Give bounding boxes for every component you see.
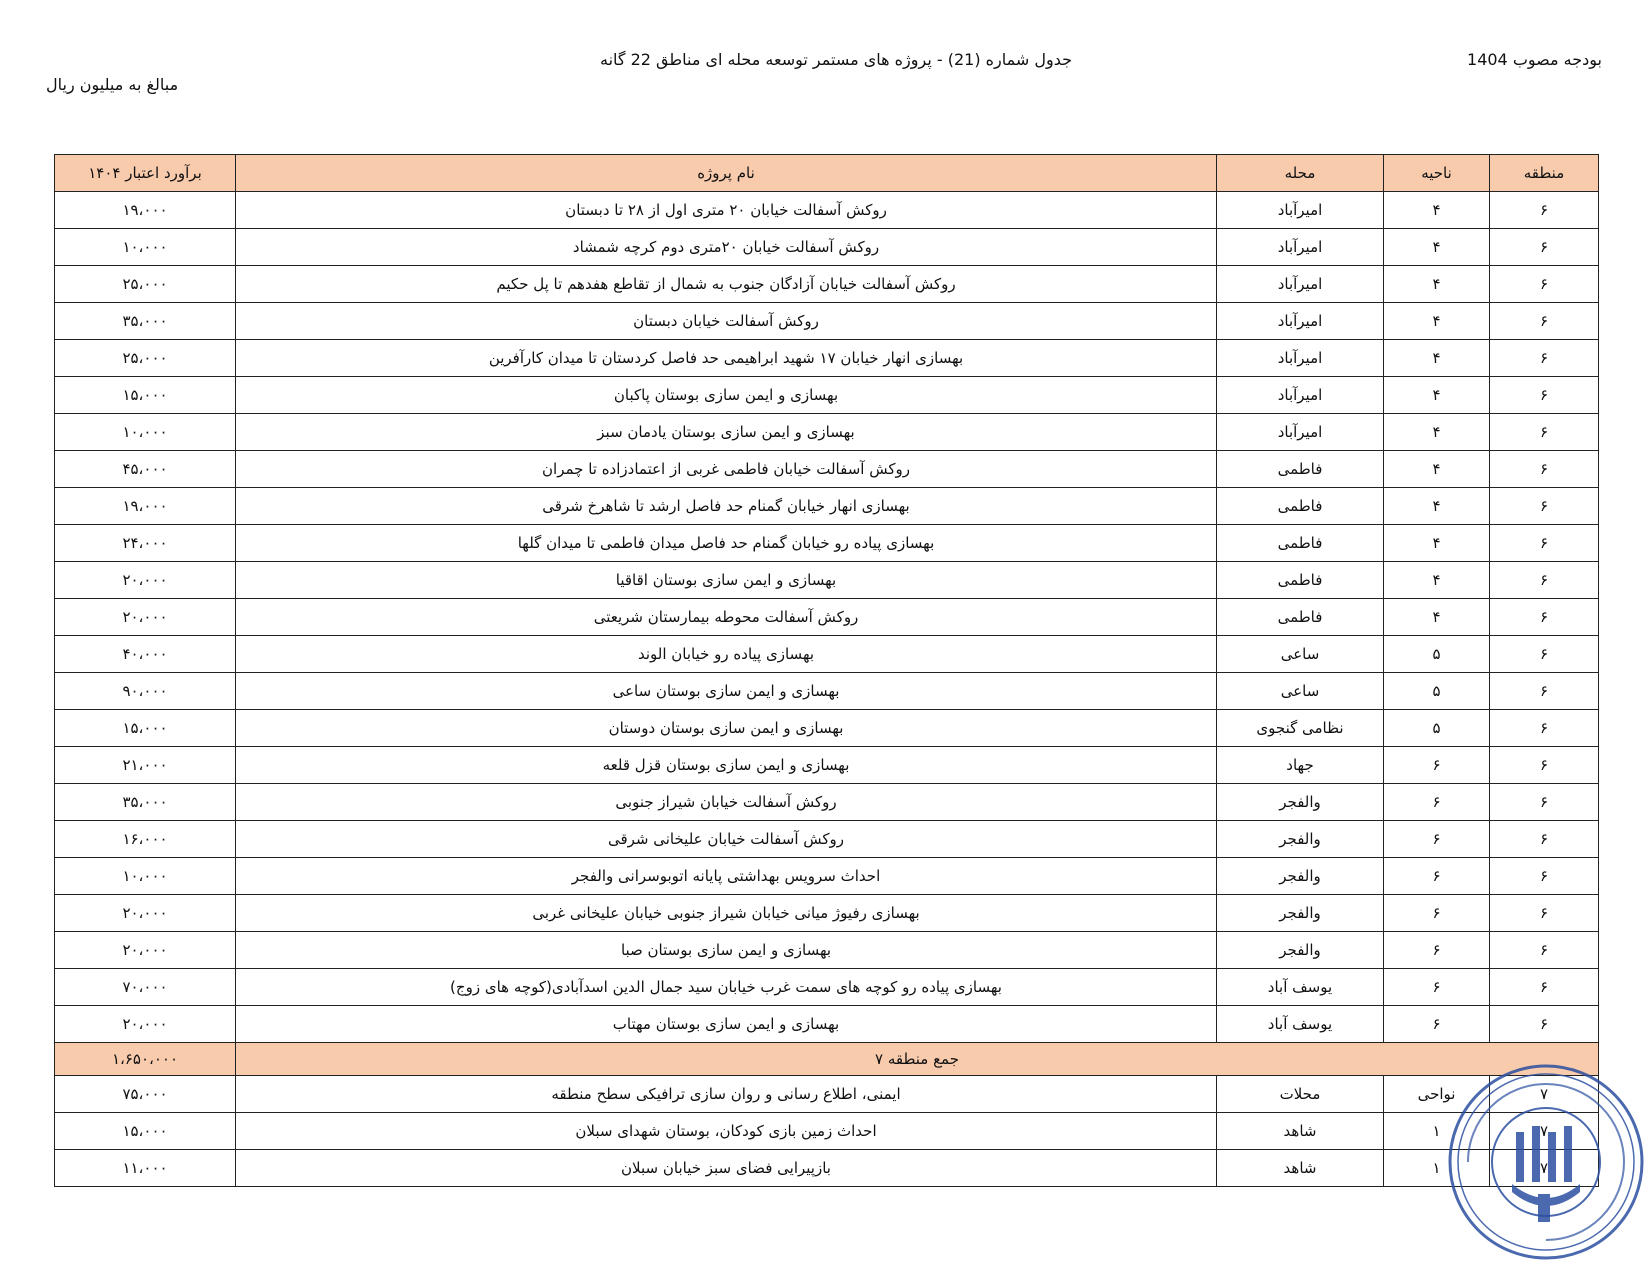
district-cell: ۴ <box>1384 377 1490 414</box>
project-name-cell: روکش آسفالت خیابان علیخانی شرقی <box>236 821 1217 858</box>
neighborhood-cell: امیرآباد <box>1217 303 1384 340</box>
neighborhood-cell: نظامی گنجوی <box>1217 710 1384 747</box>
zone-cell: ۶ <box>1490 266 1599 303</box>
district-cell: ۴ <box>1384 525 1490 562</box>
neighborhood-cell: جهاد <box>1217 747 1384 784</box>
table-row <box>55 451 1599 488</box>
table-row <box>55 192 1599 229</box>
credit-cell: ۲۰،۰۰۰ <box>55 1006 236 1043</box>
project-name-cell: روکش آسفالت خیابان ۲۰متری دوم کرچه شمشاد <box>236 229 1217 266</box>
district-cell: ۴ <box>1384 340 1490 377</box>
col-header-zone: منطقه <box>1490 155 1599 192</box>
neighborhood-cell: امیرآباد <box>1217 266 1384 303</box>
table-row <box>55 1150 1599 1187</box>
district-cell: ۴ <box>1384 266 1490 303</box>
table-row <box>55 266 1599 303</box>
table-row <box>55 525 1599 562</box>
neighborhood-cell: فاطمی <box>1217 562 1384 599</box>
table-row <box>55 377 1599 414</box>
project-name-cell: روکش آسفالت خیابان ۲۰ متری اول از ۲۸ تا دبستان <box>236 192 1217 229</box>
credit-cell: ۲۴،۰۰۰ <box>55 525 236 562</box>
district-cell: ۱ <box>1384 1113 1490 1150</box>
zone-cell: ۶ <box>1490 747 1599 784</box>
project-name-cell: بهسازی پیاده رو کوچه های سمت غرب خیابان سید جمال الدین اسدآبادی(کوچه های زوج) <box>236 969 1217 1006</box>
neighborhood-cell: یوسف آباد <box>1217 1006 1384 1043</box>
zone-cell: ۶ <box>1490 858 1599 895</box>
total-row <box>55 1043 1599 1076</box>
neighborhood-cell: فاطمی <box>1217 599 1384 636</box>
table-row <box>55 969 1599 1006</box>
project-name-cell: بهسازی و ایمن سازی بوستان ساعی <box>236 673 1217 710</box>
credit-cell: ۱۵،۰۰۰ <box>55 1113 236 1150</box>
credit-cell: ۹۰،۰۰۰ <box>55 673 236 710</box>
district-cell: ۴ <box>1384 451 1490 488</box>
neighborhood-cell: والفجر <box>1217 895 1384 932</box>
project-name-cell: بهسازی و ایمن سازی بوستان صبا <box>236 932 1217 969</box>
zone-cell: ۷ <box>1490 1113 1599 1150</box>
table-row <box>55 858 1599 895</box>
project-name-cell: بازپیرایی فضای سبز خیابان سبلان <box>236 1150 1217 1187</box>
district-cell: ۶ <box>1384 969 1490 1006</box>
table-row <box>55 636 1599 673</box>
neighborhood-cell: امیرآباد <box>1217 340 1384 377</box>
table-title: جدول شماره (21) - پروژه های مستمر توسعه محله ای مناطق 22 گانه <box>600 50 1073 69</box>
table-row <box>55 1006 1599 1043</box>
project-name-cell: بهسازی و ایمن سازی بوستان قزل قلعه <box>236 747 1217 784</box>
neighborhood-cell: امیرآباد <box>1217 414 1384 451</box>
district-cell: ۴ <box>1384 488 1490 525</box>
project-name-cell: بهسازی رفیوژ میانی خیابان شیراز جنوبی خیابان علیخانی غربی <box>236 895 1217 932</box>
budget-title: بودجه مصوب 1404 <box>1467 50 1602 69</box>
zone-cell: ۶ <box>1490 932 1599 969</box>
district-cell: ۵ <box>1384 636 1490 673</box>
project-name-cell: احداث سرویس بهداشتی پایانه اتوبوسرانی والفجر <box>236 858 1217 895</box>
zone-cell: ۶ <box>1490 340 1599 377</box>
table-row <box>55 340 1599 377</box>
neighborhood-cell: محلات <box>1217 1076 1384 1113</box>
zone-cell: ۶ <box>1490 562 1599 599</box>
credit-cell: ۲۰،۰۰۰ <box>55 562 236 599</box>
table-row <box>55 821 1599 858</box>
credit-cell: ۴۰،۰۰۰ <box>55 636 236 673</box>
zone-cell: ۶ <box>1490 451 1599 488</box>
table-row <box>55 895 1599 932</box>
project-name-cell: بهسازی پیاده رو خیابان گمنام حد فاصل میدان فاطمی تا میدان گلها <box>236 525 1217 562</box>
zone-cell: ۶ <box>1490 895 1599 932</box>
credit-cell: ۱۰،۰۰۰ <box>55 858 236 895</box>
district-cell: ۶ <box>1384 858 1490 895</box>
zone-cell: ۶ <box>1490 303 1599 340</box>
credit-cell: ۴۵،۰۰۰ <box>55 451 236 488</box>
project-name-cell: ایمنی، اطلاع رسانی و روان سازی ترافیکی سطح منطقه <box>236 1076 1217 1113</box>
neighborhood-cell: والفجر <box>1217 858 1384 895</box>
district-cell: ۶ <box>1384 747 1490 784</box>
credit-cell: ۲۵،۰۰۰ <box>55 266 236 303</box>
neighborhood-cell: شاهد <box>1217 1113 1384 1150</box>
neighborhood-cell: امیرآباد <box>1217 377 1384 414</box>
project-name-cell: روکش آسفالت محوطه بیمارستان شریعتی <box>236 599 1217 636</box>
project-name-cell: بهسازی و ایمن سازی بوستان دوستان <box>236 710 1217 747</box>
neighborhood-cell: امیرآباد <box>1217 192 1384 229</box>
credit-cell: ۱۰،۰۰۰ <box>55 229 236 266</box>
zone-cell: ۶ <box>1490 599 1599 636</box>
credit-cell: ۱۹،۰۰۰ <box>55 488 236 525</box>
project-name-cell: بهسازی و ایمن سازی بوستان پاکبان <box>236 377 1217 414</box>
credit-cell: ۲۱،۰۰۰ <box>55 747 236 784</box>
zone-cell: ۶ <box>1490 192 1599 229</box>
district-cell: ۴ <box>1384 414 1490 451</box>
zone-cell: ۶ <box>1490 969 1599 1006</box>
district-cell: ۴ <box>1384 229 1490 266</box>
credit-cell: ۷۰،۰۰۰ <box>55 969 236 1006</box>
district-cell: ۶ <box>1384 895 1490 932</box>
zone-cell: ۶ <box>1490 414 1599 451</box>
project-name-cell: احداث زمین بازی کودکان، بوستان شهدای سبلان <box>236 1113 1217 1150</box>
total-label: جمع منطقه ۷ <box>236 1043 1599 1076</box>
zone-cell: ۶ <box>1490 673 1599 710</box>
table-row <box>55 303 1599 340</box>
credit-cell: ۱۶،۰۰۰ <box>55 821 236 858</box>
project-name-cell: روکش آسفالت خیابان شیراز جنوبی <box>236 784 1217 821</box>
zone-cell: ۶ <box>1490 784 1599 821</box>
credit-cell: ۱۰،۰۰۰ <box>55 414 236 451</box>
credit-cell: ۷۵،۰۰۰ <box>55 1076 236 1113</box>
table-row <box>55 414 1599 451</box>
table-row <box>55 488 1599 525</box>
table-row <box>55 229 1599 266</box>
zone-cell: ۶ <box>1490 636 1599 673</box>
district-cell: ۵ <box>1384 710 1490 747</box>
zone-cell: ۶ <box>1490 377 1599 414</box>
project-name-cell: بهسازی و ایمن سازی بوستان مهتاب <box>236 1006 1217 1043</box>
district-cell: ۶ <box>1384 1006 1490 1043</box>
table-row <box>55 599 1599 636</box>
credit-cell: ۱۹،۰۰۰ <box>55 192 236 229</box>
table-row <box>55 562 1599 599</box>
neighborhood-cell: یوسف آباد <box>1217 969 1384 1006</box>
col-header-district: ناحیه <box>1384 155 1490 192</box>
credit-cell: ۲۰،۰۰۰ <box>55 895 236 932</box>
credit-cell: ۲۰،۰۰۰ <box>55 932 236 969</box>
district-cell: ۶ <box>1384 821 1490 858</box>
credit-cell: ۱۵،۰۰۰ <box>55 377 236 414</box>
district-cell: ۴ <box>1384 599 1490 636</box>
project-name-cell: بهسازی و ایمن سازی بوستان یادمان سبز <box>236 414 1217 451</box>
project-name-cell: روکش آسفالت خیابان دبستان <box>236 303 1217 340</box>
credit-cell: ۱۱،۰۰۰ <box>55 1150 236 1187</box>
total-value: ۱،۶۵۰،۰۰۰ <box>55 1043 236 1076</box>
zone-cell: ۶ <box>1490 710 1599 747</box>
col-header-credit-estimate: برآورد اعتبار ۱۴۰۴ <box>55 155 236 192</box>
project-name-cell: روکش آسفالت خیابان آزادگان جنوب به شمال از تقاطع هفدهم تا پل حکیم <box>236 266 1217 303</box>
district-cell: ۵ <box>1384 673 1490 710</box>
zone-cell: ۶ <box>1490 488 1599 525</box>
district-cell: ۶ <box>1384 932 1490 969</box>
table-row <box>55 1076 1599 1113</box>
credit-cell: ۳۵،۰۰۰ <box>55 784 236 821</box>
table-row <box>55 1113 1599 1150</box>
district-cell: ۶ <box>1384 784 1490 821</box>
credit-cell: ۳۵،۰۰۰ <box>55 303 236 340</box>
project-name-cell: بهسازی و ایمن سازی بوستان اقاقیا <box>236 562 1217 599</box>
zone-cell: ۶ <box>1490 229 1599 266</box>
project-name-cell: بهسازی انهار خیابان گمنام حد فاصل ارشد تا شاهرخ شرقی <box>236 488 1217 525</box>
zone-cell: ۷ <box>1490 1076 1599 1113</box>
neighborhood-cell: فاطمی <box>1217 525 1384 562</box>
credit-cell: ۱۵،۰۰۰ <box>55 710 236 747</box>
neighborhood-cell: فاطمی <box>1217 488 1384 525</box>
neighborhood-cell: والفجر <box>1217 932 1384 969</box>
credit-cell: ۲۵،۰۰۰ <box>55 340 236 377</box>
table-row <box>55 710 1599 747</box>
district-cell: نواحی <box>1384 1076 1490 1113</box>
district-cell: ۴ <box>1384 303 1490 340</box>
zone-cell: ۶ <box>1490 1006 1599 1043</box>
unit-note: مبالغ به میلیون ریال <box>46 75 179 94</box>
col-header-project-name: نام پروژه <box>236 155 1217 192</box>
neighborhood-cell: فاطمی <box>1217 451 1384 488</box>
district-cell: ۴ <box>1384 192 1490 229</box>
neighborhood-cell: شاهد <box>1217 1150 1384 1187</box>
project-name-cell: بهسازی انهار خیابان ۱۷ شهید ابراهیمی حد فاصل کردستان تا میدان کارآفرین <box>236 340 1217 377</box>
neighborhood-cell: ساعی <box>1217 673 1384 710</box>
neighborhood-cell: والفجر <box>1217 821 1384 858</box>
zone-cell: ۶ <box>1490 821 1599 858</box>
zone-cell: ۶ <box>1490 525 1599 562</box>
neighborhood-cell: امیرآباد <box>1217 229 1384 266</box>
table-row <box>55 673 1599 710</box>
approval-stamp <box>1446 1062 1646 1262</box>
table-row <box>55 784 1599 821</box>
col-header-neighborhood: محله <box>1217 155 1384 192</box>
neighborhood-cell: ساعی <box>1217 636 1384 673</box>
project-name-cell: بهسازی پیاده رو خیابان الوند <box>236 636 1217 673</box>
district-cell: ۴ <box>1384 562 1490 599</box>
table-row <box>55 932 1599 969</box>
projects-table <box>54 154 1599 1187</box>
zone-cell: ۷ <box>1490 1150 1599 1187</box>
neighborhood-cell: والفجر <box>1217 784 1384 821</box>
credit-cell: ۲۰،۰۰۰ <box>55 599 236 636</box>
table-row <box>55 747 1599 784</box>
project-name-cell: روکش آسفالت خیابان فاطمی غربی از اعتمادزاده تا چمران <box>236 451 1217 488</box>
table-header-row <box>55 155 1599 192</box>
district-cell: ۱ <box>1384 1150 1490 1187</box>
